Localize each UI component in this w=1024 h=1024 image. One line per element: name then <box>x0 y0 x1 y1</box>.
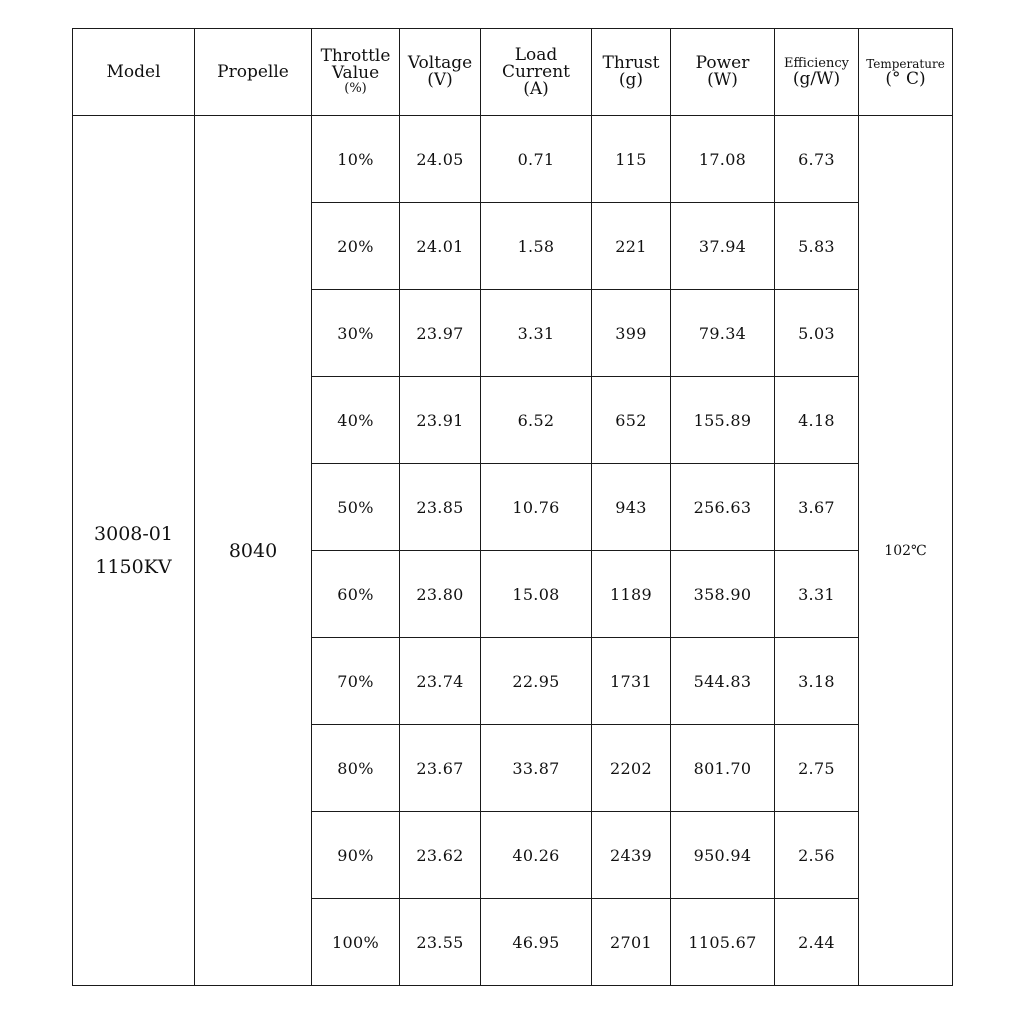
voltage-cell: 23.55 <box>400 899 481 986</box>
header-efficiency <box>775 29 859 116</box>
header-current <box>481 29 592 116</box>
power-cell: 79.34 <box>671 290 775 377</box>
thrust-cell: 115 <box>592 116 671 203</box>
header-current-line1: Load <box>514 44 558 65</box>
current-cell: 1.58 <box>481 203 592 290</box>
header-temperature-unit: (° C) <box>885 68 926 89</box>
current-cell: 3.31 <box>481 290 592 377</box>
voltage-cell: 24.01 <box>400 203 481 290</box>
throttle-cell: 100% <box>312 899 400 986</box>
current-cell: 46.95 <box>481 899 592 986</box>
header-thrust-line1: Thrust <box>602 53 660 73</box>
current-cell: 0.71 <box>481 116 592 203</box>
efficiency-cell: 5.03 <box>775 290 859 377</box>
power-cell: 801.70 <box>671 725 775 812</box>
header-thrust <box>592 29 671 116</box>
header-voltage <box>400 29 481 116</box>
current-cell: 33.87 <box>481 725 592 812</box>
efficiency-cell: 3.18 <box>775 638 859 725</box>
thrust-cell: 943 <box>592 464 671 551</box>
header-thrust-unit: (g) <box>618 70 644 90</box>
efficiency-cell: 3.67 <box>775 464 859 551</box>
efficiency-cell: 6.73 <box>775 116 859 203</box>
power-cell: 37.94 <box>671 203 775 290</box>
header-power-line1: Power <box>695 53 750 73</box>
efficiency-cell: 3.31 <box>775 551 859 638</box>
efficiency-cell: 2.75 <box>775 725 859 812</box>
current-cell: 6.52 <box>481 377 592 464</box>
header-throttle-line1: Throttle <box>320 46 391 66</box>
header-model: Model <box>73 29 195 116</box>
thrust-cell: 1189 <box>592 551 671 638</box>
temperature-cell: 102℃ <box>859 116 953 986</box>
throttle-cell: 60% <box>312 551 400 638</box>
voltage-cell: 23.67 <box>400 725 481 812</box>
current-cell: 15.08 <box>481 551 592 638</box>
motor-test-table <box>72 28 953 986</box>
voltage-cell: 23.74 <box>400 638 481 725</box>
throttle-cell: 80% <box>312 725 400 812</box>
power-cell: 358.90 <box>671 551 775 638</box>
voltage-cell: 23.85 <box>400 464 481 551</box>
power-cell: 1105.67 <box>671 899 775 986</box>
header-efficiency-unit: (g/W) <box>792 68 841 89</box>
thrust-cell: 2701 <box>592 899 671 986</box>
throttle-cell: 50% <box>312 464 400 551</box>
voltage-cell: 23.97 <box>400 290 481 377</box>
header-row <box>73 29 953 116</box>
power-cell: 155.89 <box>671 377 775 464</box>
throttle-cell: 70% <box>312 638 400 725</box>
table-row <box>73 116 953 203</box>
throttle-cell: 40% <box>312 377 400 464</box>
throttle-cell: 20% <box>312 203 400 290</box>
power-cell: 17.08 <box>671 116 775 203</box>
propeller-cell: 8040 <box>195 116 312 986</box>
current-cell: 40.26 <box>481 812 592 899</box>
throttle-cell: 30% <box>312 290 400 377</box>
header-temperature <box>859 29 953 116</box>
efficiency-cell: 4.18 <box>775 377 859 464</box>
voltage-cell: 23.80 <box>400 551 481 638</box>
thrust-cell: 1731 <box>592 638 671 725</box>
header-power-unit: (W) <box>707 70 738 90</box>
header-throttle-unit: (%) <box>344 81 367 96</box>
thrust-cell: 2439 <box>592 812 671 899</box>
voltage-cell: 23.62 <box>400 812 481 899</box>
power-cell: 950.94 <box>671 812 775 899</box>
header-voltage-unit: (V) <box>427 70 453 90</box>
header-voltage-line1: Voltage <box>407 53 473 73</box>
header-current-line2: Current <box>501 61 571 82</box>
header-current-unit: (A) <box>523 78 549 99</box>
model-number: 3008-01 <box>94 522 173 545</box>
power-cell: 256.63 <box>671 464 775 551</box>
header-temperature-line1: Temperature <box>866 56 945 71</box>
header-propeller: Propelle <box>195 29 312 116</box>
thrust-cell: 652 <box>592 377 671 464</box>
thrust-cell: 399 <box>592 290 671 377</box>
voltage-cell: 24.05 <box>400 116 481 203</box>
current-cell: 22.95 <box>481 638 592 725</box>
efficiency-cell: 2.56 <box>775 812 859 899</box>
header-power <box>671 29 775 116</box>
thrust-cell: 2202 <box>592 725 671 812</box>
throttle-cell: 10% <box>312 116 400 203</box>
power-cell: 544.83 <box>671 638 775 725</box>
throttle-cell: 90% <box>312 812 400 899</box>
current-cell: 10.76 <box>481 464 592 551</box>
thrust-cell: 221 <box>592 203 671 290</box>
header-throttle-line2: Value <box>331 63 380 83</box>
model-cell <box>73 116 195 986</box>
header-throttle <box>312 29 400 116</box>
efficiency-cell: 5.83 <box>775 203 859 290</box>
model-kv: 1150KV <box>95 555 172 578</box>
efficiency-cell: 2.44 <box>775 899 859 986</box>
table-body <box>73 116 953 986</box>
header-efficiency-line1: Efficiency <box>783 55 849 71</box>
voltage-cell: 23.91 <box>400 377 481 464</box>
